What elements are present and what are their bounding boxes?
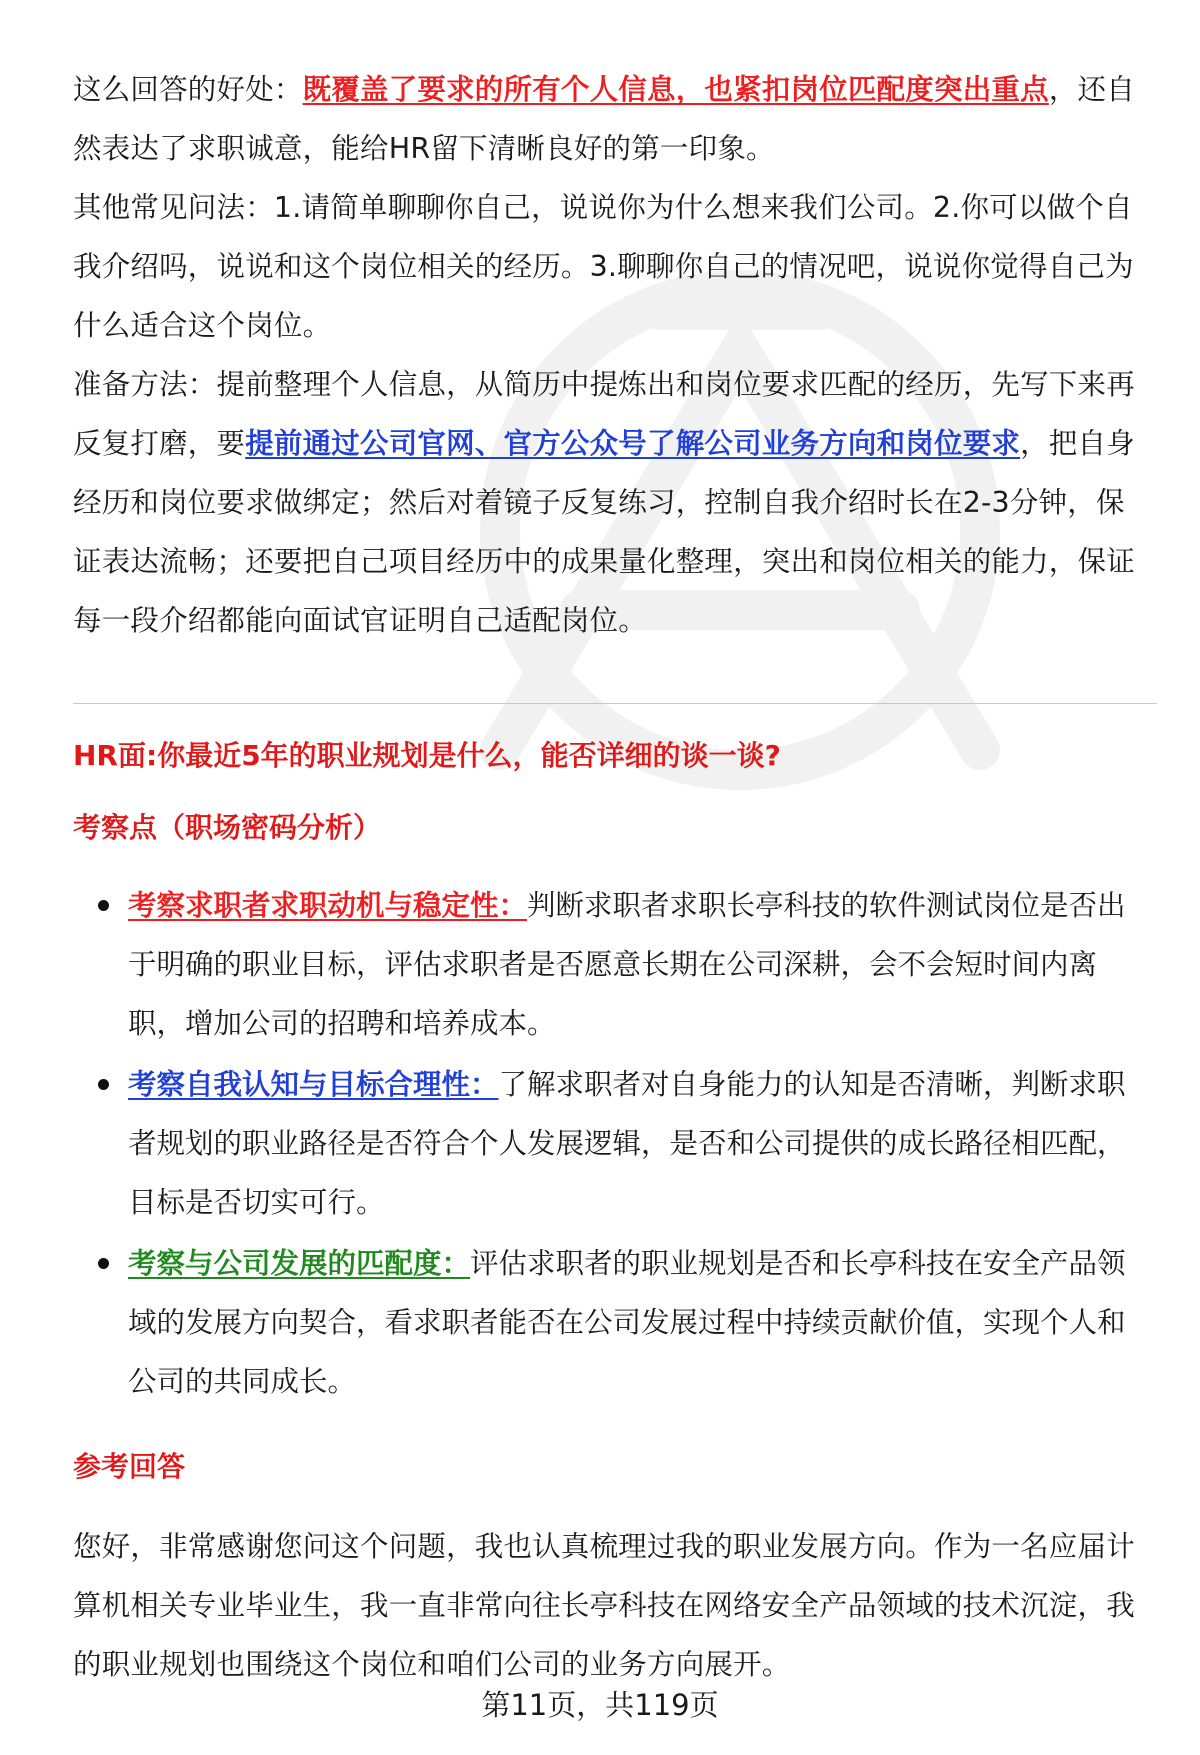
bullet-text: 判断求职者求职长亭科技的软件测试岗位是否出于明确的职业目标，评估求职者是否愿意长期在公司深耕，会不会短时间内离职，增加公司的招聘和培养成本。 bbox=[128, 889, 1126, 1040]
preparation-paragraph bbox=[73, 355, 1153, 650]
benefit-paragraph bbox=[73, 60, 1153, 178]
preparation-highlight: 提前通过公司官网、官方公众号了解公司业务方向和岗位要求 bbox=[245, 427, 1021, 460]
intro-section bbox=[73, 60, 1153, 650]
bullet-label: 考察与公司发展的匹配度： bbox=[128, 1247, 471, 1280]
bullet-label: 考察自我认知与目标合理性： bbox=[128, 1068, 499, 1101]
other-questions-paragraph: 其他常见问法：1.请简单聊聊你自己，说说你为什么想来我们公司。2.你可以做个自我介绍吗，说说和这个岗位相关的经历。3.聊聊你自己的情况吧，说说你觉得自己为什么适合这个岗位。 bbox=[73, 191, 1134, 342]
benefit-suffix: ，还自然表达了求职诚意，能给HR留下清晰良好的第一印象。 bbox=[73, 73, 1135, 165]
preparation-prefix: 准备方法：提前整理个人信息，从简历中提炼出和岗位要求匹配的经历，先写下来再反复打磨，要 bbox=[73, 368, 1135, 460]
analysis-heading: 考察点（职场密码分析） bbox=[73, 811, 382, 844]
answer-heading: 参考回答 bbox=[73, 1450, 186, 1483]
analysis-list bbox=[73, 876, 1153, 1411]
answer-paragraph: 您好，非常感谢您问这个问题，我也认真梳理过我的职业发展方向。作为一名应届计算机相关专业毕业生，我一直非常向往长亭科技在网络安全产品领域的技术沉淀，我的职业规划也围绕这个岗位和咱们公司的业务方向展开。 bbox=[73, 1530, 1135, 1681]
bullet-icon bbox=[98, 1258, 109, 1269]
bullet-icon bbox=[98, 900, 109, 911]
answer-section bbox=[73, 1517, 1153, 1694]
bullet-text: 了解求职者对自身能力的认知是否清晰，判断求职者规划的职业路径是否符合个人发展逻辑，是否和公司提供的成长路径相匹配，目标是否切实可行。 bbox=[128, 1068, 1126, 1219]
list-item bbox=[73, 876, 1153, 1053]
benefit-prefix: 这么回答的好处： bbox=[73, 73, 303, 106]
list-item bbox=[73, 1234, 1153, 1411]
question-heading: HR面:你最近5年的职业规划是什么，能否详细的谈一谈? bbox=[73, 739, 781, 772]
list-item bbox=[73, 1055, 1153, 1232]
benefit-highlight: 既覆盖了要求的所有个人信息，也紧扣岗位匹配度突出重点 bbox=[302, 73, 1049, 106]
bullet-label: 考察求职者求职动机与稳定性： bbox=[128, 889, 528, 922]
bullet-icon bbox=[98, 1079, 109, 1090]
bullet-text: 评估求职者的职业规划是否和长亭科技在安全产品领域的发展方向契合，看求职者能否在公司发展过程中持续贡献价值，实现个人和公司的共同成长。 bbox=[128, 1247, 1126, 1398]
section-divider bbox=[73, 703, 1157, 704]
page-number: 第11页，共119页 bbox=[481, 1688, 719, 1722]
preparation-suffix: ，把自身经历和岗位要求做绑定；然后对着镜子反复练习，控制自我介绍时长在2-3分钟，保证表达流畅；还要把自己项目经历中的成果量化整理，突出和岗位相关的能力，保证每一段介绍都能向面试官证明自己适配岗位。 bbox=[73, 427, 1135, 637]
